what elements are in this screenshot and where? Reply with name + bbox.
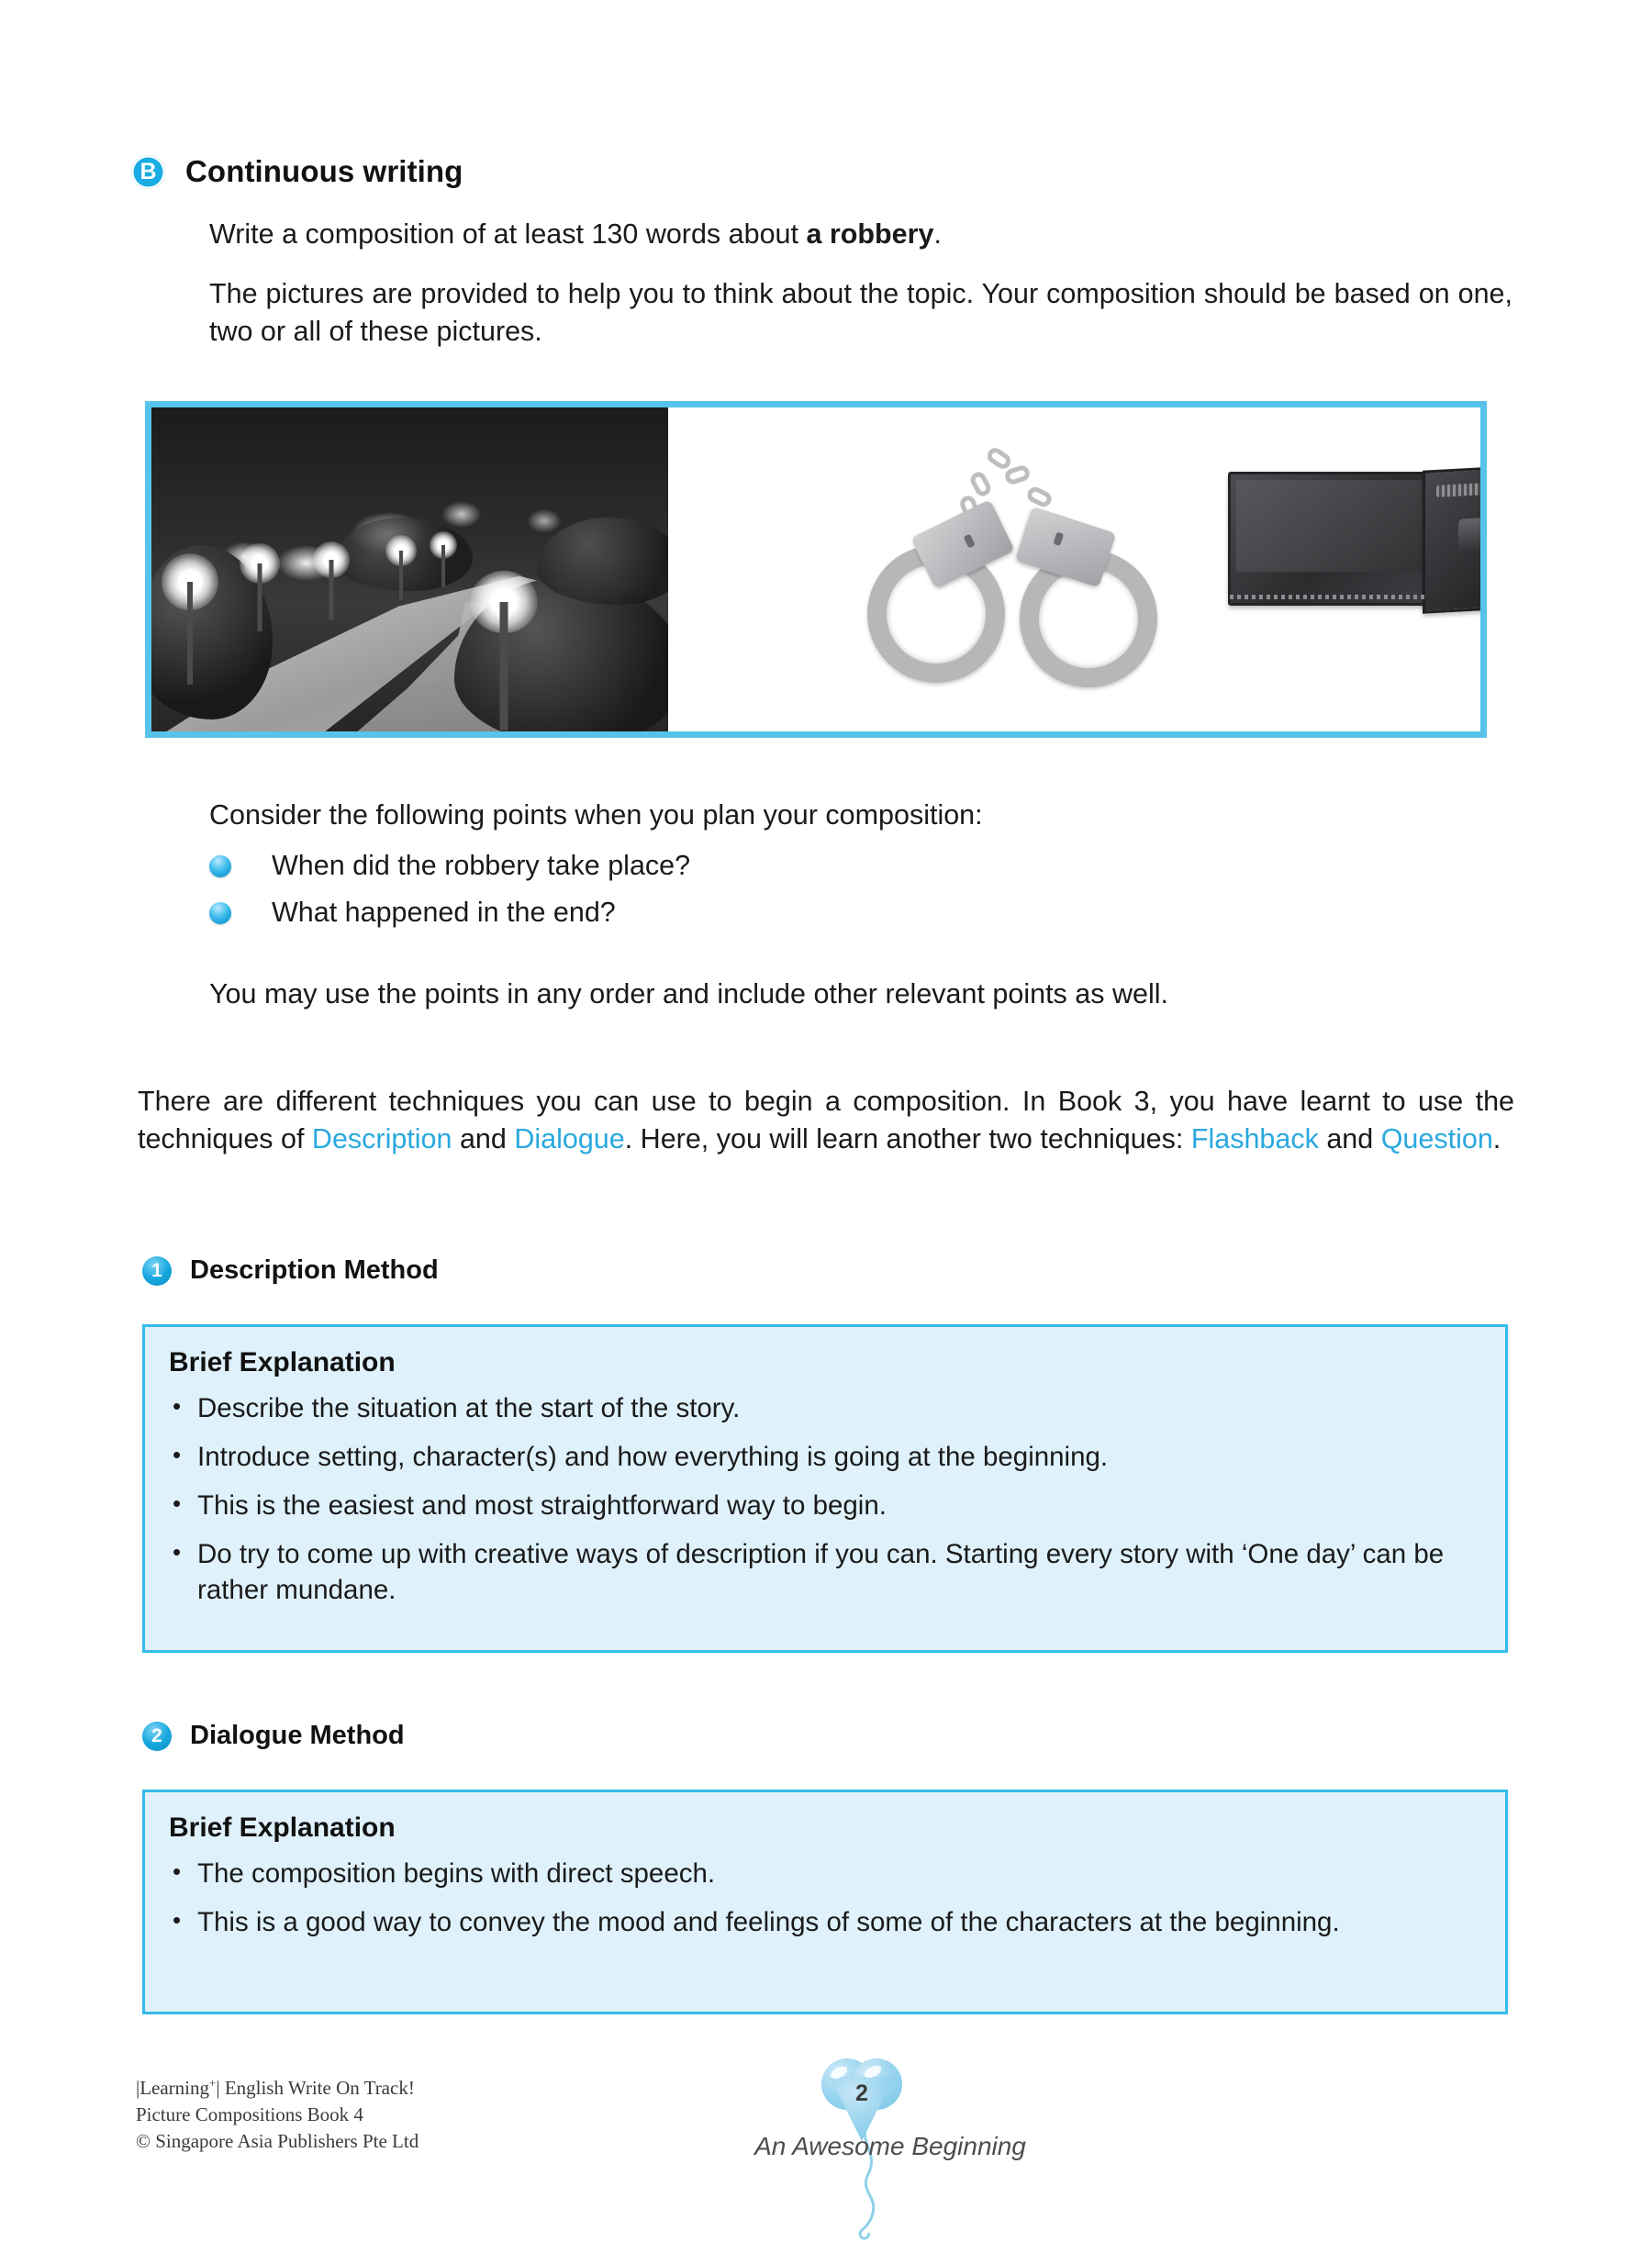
page-number: 2 — [855, 2080, 868, 2106]
wallet-card-window — [1458, 514, 1480, 552]
heart-balloon-icon — [821, 2058, 902, 2132]
explanation-bullet: • Introduce setting, character(s) and how everything is going at the beginning. — [169, 1440, 1481, 1476]
explanation-bullet: • This is a good way to convey the mood and feelings of some of the characters at the beginning. — [169, 1905, 1481, 1941]
method-heading-1 — [142, 1255, 439, 1286]
wallet-interior — [1423, 462, 1480, 613]
instruction-line — [209, 216, 1512, 253]
method-heading-2 — [142, 1721, 405, 1751]
explanation-bullet-list — [169, 1391, 1481, 1609]
list-item — [209, 842, 690, 889]
explanation-box-1 — [142, 1324, 1508, 1653]
picture-night-park — [151, 407, 668, 731]
instruction-prefix: Write a composition of at least 130 words about — [209, 218, 807, 250]
instruction-topic: a robbery — [806, 218, 934, 250]
techniques-text-1: There are different techniques you can use to begin a composition. In Book 3, you have learnt to use the techniques of — [138, 1086, 1514, 1155]
wallet-flap — [1228, 472, 1431, 606]
explanation-box-title: Brief Explanation — [169, 1347, 396, 1377]
explanation-bullet: • This is the easiest and most straightforward way to begin. — [169, 1489, 1481, 1524]
wallet-stitching — [1230, 595, 1424, 599]
chain-link — [985, 445, 1014, 472]
method-title: Dialogue Method — [190, 1721, 405, 1750]
technique-description: Description — [311, 1123, 452, 1155]
footer-brand-a: |Learning — [136, 2077, 210, 2099]
method-number-badge: 1 — [142, 1256, 172, 1286]
techniques-text-4: and — [1318, 1123, 1381, 1155]
chain-link — [968, 470, 994, 499]
technique-dialogue: Dialogue — [514, 1123, 625, 1155]
picture-handcuffs — [865, 449, 1168, 687]
technique-question: Question — [1380, 1123, 1493, 1155]
instruction-suffix: . — [933, 218, 942, 250]
explanation-bullet: • Describe the situation at the start of the story. — [169, 1391, 1481, 1427]
pictures-note: The pictures are provided to help you to think about the topic. Your composition should be based on one, two or all of these pictures. — [209, 278, 1512, 348]
footer-line-1 — [136, 2075, 419, 2102]
explanation-bullet: • Do try to come up with creative ways of description if you can. Starting every story with ‘One day’ can be rather mundane. — [169, 1537, 1481, 1609]
techniques-text-5: . — [1492, 1123, 1501, 1155]
chapter-title: An Awesome Beginning — [754, 2132, 1026, 2160]
footer-line-2: Picture Compositions Book 4 — [136, 2102, 363, 2125]
picture-frame — [145, 401, 1487, 738]
section-title: Continuous writing — [185, 154, 463, 188]
chain-link — [1025, 485, 1055, 509]
explanation-bullet-list — [169, 1857, 1481, 1941]
method-title: Description Method — [190, 1255, 439, 1285]
footer-page-marker — [698, 2051, 1083, 2248]
section-heading — [131, 154, 463, 189]
techniques-text-2: and — [452, 1123, 515, 1155]
footer-brand-sup: + — [209, 2076, 217, 2090]
planning-point-text: What happened in the end? — [272, 897, 616, 928]
technique-flashback: Flashback — [1190, 1123, 1319, 1155]
bullet-dot-icon — [209, 855, 231, 877]
techniques-text-3: . Here, you will learn another two techniques: — [624, 1123, 1191, 1155]
handcuff-lock-right — [1015, 507, 1116, 588]
method-number-badge: 2 — [142, 1722, 172, 1751]
bullet-dot-icon — [209, 902, 231, 924]
techniques-paragraph — [138, 1083, 1514, 1159]
explanation-bullet: • The composition begins with direct speech. — [169, 1857, 1481, 1892]
picture-objects-panel — [668, 407, 1480, 731]
footer-line-3: © Singapore Asia Publishers Pte Ltd — [136, 2129, 419, 2152]
section-letter-badge: B — [131, 155, 165, 189]
footer-brand-b: | English Write On Track! — [216, 2077, 415, 2099]
list-item — [209, 889, 690, 936]
planning-point-text: When did the robbery take place? — [272, 850, 691, 881]
consider-line: Consider the following points when you plan your composition: — [209, 799, 983, 831]
planning-points-list — [209, 842, 690, 936]
footer-credit — [136, 2075, 419, 2155]
explanation-box-2 — [142, 1790, 1508, 2014]
any-order-line: You may use the points in any order and include other relevant points as well. — [209, 978, 1168, 1009]
explanation-box-title: Brief Explanation — [169, 1812, 396, 1843]
picture-wallet — [1228, 464, 1480, 620]
wallet-zipper — [1436, 478, 1480, 497]
